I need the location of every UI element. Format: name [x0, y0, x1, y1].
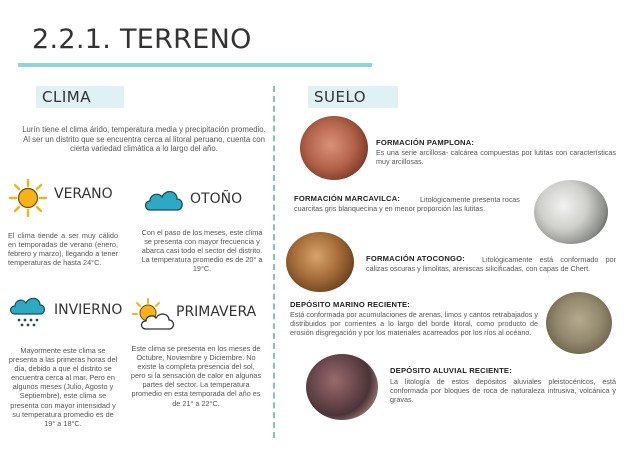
title-underline	[18, 63, 372, 67]
soil-marcavilca-title: FORMACIÓN MARCAVILCA:	[294, 194, 401, 203]
season-otono-text: Con el paso de los meses, este clima se presenta con mayor frecuencia y abarca casi todo el sector del distrito. La temperatura promedio es de 20° a 19°C.	[141, 228, 263, 274]
sun-icon	[8, 178, 48, 218]
season-primavera-title: PRIMAVERA	[176, 304, 257, 320]
soil-marino-text: Está conformada por acumulaciones de arenas, limos y cantos retrabajados y distribuidos por corrientes a lo largo del borde litoral, como producto de erosión disgregación y por los materiales acarreados por los ríos al océano.	[290, 310, 538, 337]
season-verano-title: VERANO	[54, 186, 113, 202]
aluvial-gravel-photo	[306, 354, 378, 420]
suelo-heading: SUELO	[308, 86, 398, 108]
season-verano-text: El clima tiende a ser muy cálido en temporadas de verano (enero, febrero y marzo), llegando a tener temperaturas de hasta 24°C.	[8, 231, 118, 268]
atocongo-soil-photo	[286, 232, 354, 292]
marino-sand-photo	[546, 292, 612, 354]
season-invierno-text: Mayormente este clima se presenta a las primeras horas del día, debido a que el distrito se encuentra cerca al mar. Pero en algunos meses (Julio, Agosto y Septiembre), este clima se presenta con mayor intensidad y su temperatura promedio es de 19° a 18°C.	[8, 346, 118, 428]
partly-sunny-icon	[132, 297, 176, 333]
soil-atocongo-text: Litológicamente está conformado por calizas oscuras y limolitas, areniscas silicificadas, con capas de Chert.	[366, 255, 616, 273]
clima-heading: CLIMA	[36, 86, 124, 108]
pamplona-rock-photo	[300, 116, 368, 180]
soil-aluvial-text: La litología de estos depósitos aluviales pleistocénicos, está conformada por bloques de roca de naturaleza intrusiva, volcánica y gravas.	[390, 377, 616, 404]
soil-aluvial-title: DEPÓSITO ALUVIAL RECIENTE:	[390, 366, 512, 375]
column-divider	[273, 86, 275, 438]
soil-marino-title: DEPÓSITO MARINO RECIENTE:	[290, 300, 411, 309]
rain-cloud-icon	[8, 294, 48, 330]
cloud-icon	[142, 184, 186, 216]
page-title: 2.2.1. TERRENO	[32, 24, 252, 55]
soil-pamplona-title: FORMACIÓN PAMPLONA:	[376, 138, 475, 147]
season-otono-title: OTOÑO	[190, 191, 243, 207]
soil-marcavilca-text: Litológicamente presenta rocas cuarcitas gris blanquecina y en menor proporción las lutitas.	[294, 195, 520, 213]
marcavilca-rock-photo	[534, 180, 608, 244]
clima-intro: Lurín tiene el clima árido, temperatura media y precipitación promedio. Al ser un distrito que se encuentra cerca al litoral peruano, cuenta con cierta variedad climática a lo largo del año.	[22, 125, 266, 154]
season-invierno-title: INVIERNO	[54, 302, 123, 318]
soil-atocongo-title: FORMACIÓN ATOCONGO:	[366, 254, 465, 263]
season-primavera-text: Este clima se presenta en los meses de Octubre, Noviembre y Diciembre. No existe la completa presencia del sol, pero si la sensación de calor en algunas partes del sector. La temperatura promedio en esta temporada del año es de 21° a 22°C.	[130, 344, 262, 408]
soil-pamplona-text: Es una serie arcillosa- calcárea compuestas por lutitas con características muy arcillosas.	[376, 148, 616, 166]
